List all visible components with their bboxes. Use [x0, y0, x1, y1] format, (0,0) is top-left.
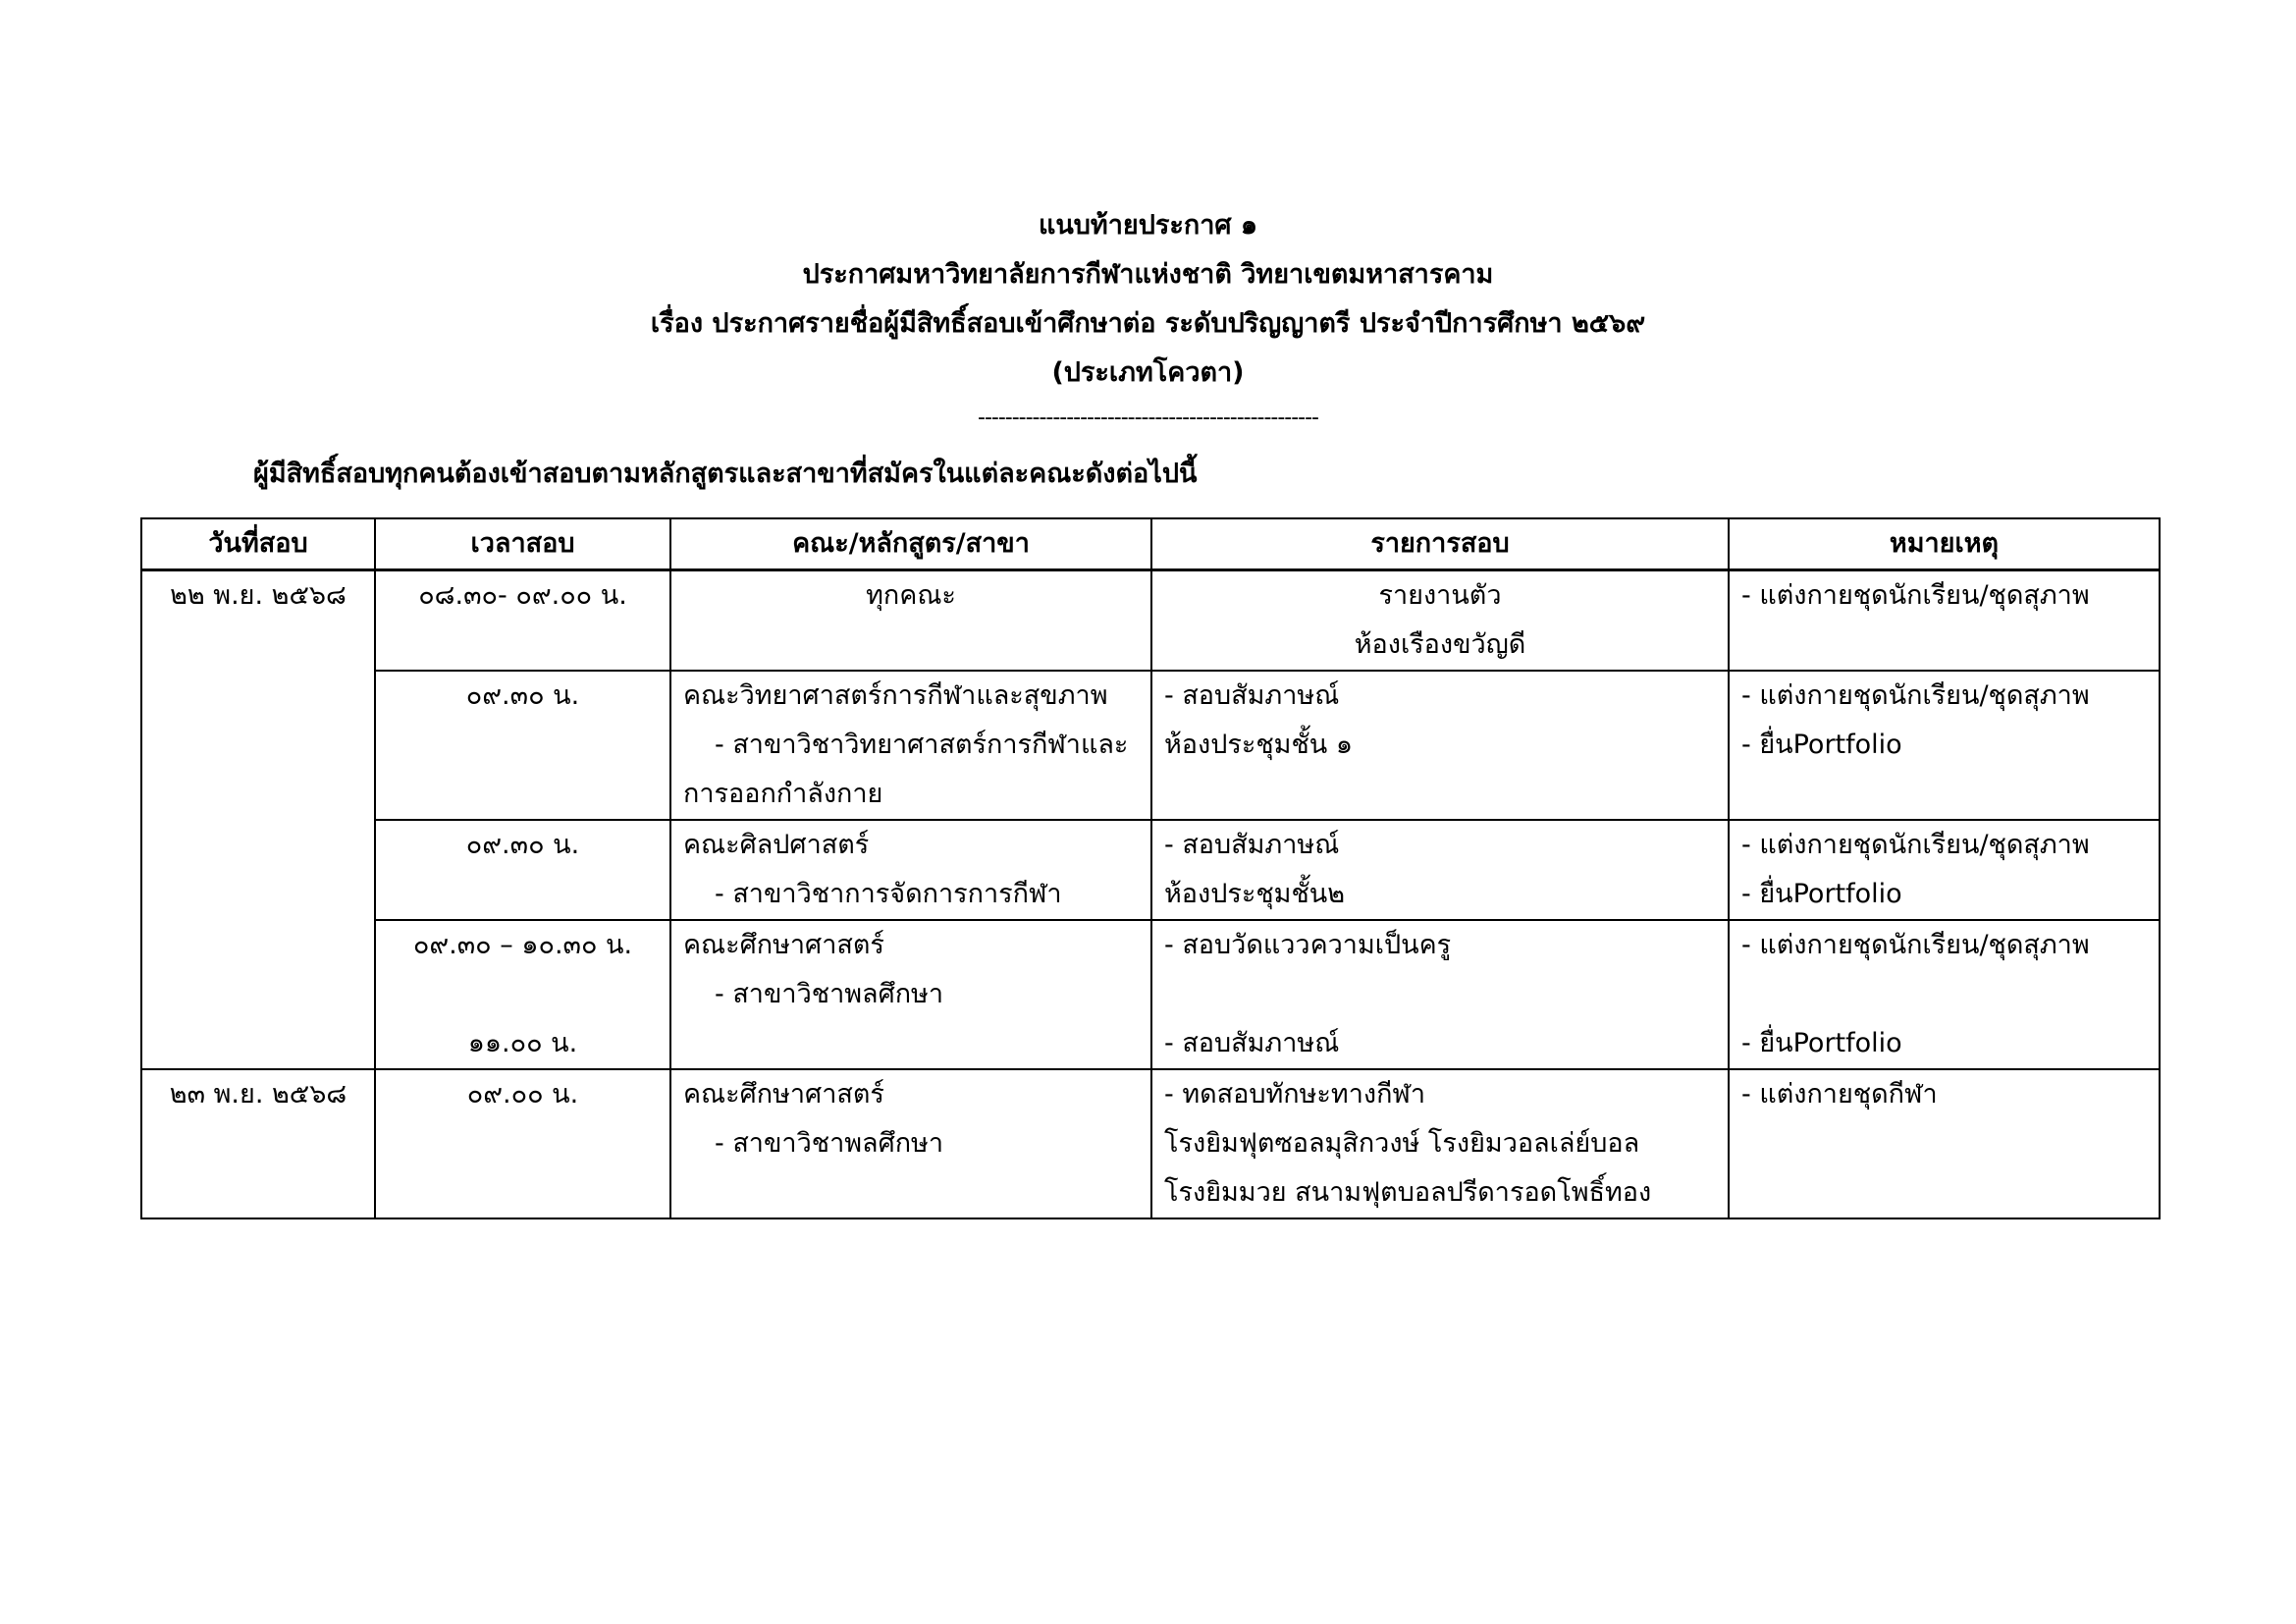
cell-remarks	[1729, 920, 2160, 1069]
exam-location: โรงยิมมวย สนามฟุตบอลปรีดารอดโพธิ์ทอง	[1164, 1177, 1652, 1208]
major-text: - สาขาวิชาวิทยาศาสตร์การกีฬาและ	[715, 730, 1129, 760]
cell-faculty	[670, 820, 1151, 920]
remark-text: - ยื่นPortfolio	[1741, 879, 1902, 909]
header-exam-time: เวลาสอบ	[375, 518, 670, 570]
cell-time	[375, 570, 670, 672]
cell-time	[375, 820, 670, 920]
major-text: - สาขาวิชาพลศึกษา	[715, 979, 944, 1009]
major-text: - สาขาวิชาการจัดการการกีฬา	[715, 879, 1062, 909]
cell-date	[141, 570, 375, 1070]
remark-text: - แต่งกายชุดนักเรียน/ชุดสุภาพ	[1741, 830, 2090, 860]
cell-exam	[1151, 820, 1729, 920]
header-exam-date: วันที่สอบ	[141, 518, 375, 570]
table-header-row	[141, 518, 2160, 570]
cell-exam	[1151, 920, 1729, 1069]
exam-location: โรงยิมฟุตซอลมุสิกวงษ์ โรงยิมวอลเล่ย์บอล	[1164, 1128, 1640, 1159]
exam-text: - สอบสัมภาษณ์	[1164, 830, 1340, 860]
time-text: ๐๙.๐๐ น.	[466, 1079, 579, 1110]
cell-date	[141, 1069, 375, 1218]
cell-exam	[1151, 1069, 1729, 1218]
cell-exam	[1151, 671, 1729, 820]
exam-schedule-table	[140, 517, 2161, 1219]
remark-text: - แต่งกายชุดนักเรียน/ชุดสุภาพ	[1741, 580, 2090, 611]
time-text: ๐๙.๓๐ – ๑๐.๓๐ น.	[412, 930, 633, 960]
header-line-4: (ประเภทโควตา)	[1051, 357, 1245, 388]
table-row	[141, 671, 2160, 820]
header-faculty: คณะ/หลักสูตร/สาขา	[670, 518, 1151, 570]
header-remarks: หมายเหตุ	[1729, 518, 2160, 570]
cell-time	[375, 920, 670, 1069]
time-text: ๑๑.๐๐ น.	[467, 1028, 578, 1058]
header-separator: --------------------------------------------------	[978, 406, 1318, 430]
cell-faculty	[670, 1069, 1151, 1218]
date-text: ๒๒ พ.ย. ๒๕๖๘	[170, 580, 347, 611]
faculty-text: คณะวิทยาศาสตร์การกีฬาและสุขภาพ	[683, 680, 1108, 711]
header-line-2: ประกาศมหาวิทยาลัยการกีฬาแห่งชาติ วิทยาเขตมหาสารคาม	[802, 259, 1494, 290]
cell-exam	[1151, 570, 1729, 672]
remark-text: - ยื่นPortfolio	[1741, 1028, 1902, 1058]
exam-text: - สอบวัดแววความเป็นครู	[1164, 930, 1452, 960]
faculty-text: ทุกคณะ	[866, 580, 956, 611]
cell-faculty	[670, 671, 1151, 820]
time-text: ๐๘.๓๐- ๐๙.๐๐ น.	[418, 580, 627, 611]
exam-location: ห้องประชุมชั้น ๑	[1164, 730, 1353, 760]
document-header	[0, 201, 2296, 433]
faculty-text: คณะศึกษาศาสตร์	[683, 930, 884, 960]
cell-remarks	[1729, 820, 2160, 920]
date-text: ๒๓ พ.ย. ๒๕๖๘	[169, 1079, 347, 1110]
remark-text: - ยื่นPortfolio	[1741, 730, 1902, 760]
major-text-cont: การออกกำลังกาย	[683, 779, 883, 809]
intro-text: ผู้มีสิทธิ์สอบทุกคนต้องเข้าสอบตามหลักสูตรและสาขาที่สมัครในแต่ละคณะดังต่อไปนี้	[253, 459, 1198, 489]
time-text: ๐๙.๓๐ น.	[465, 680, 580, 711]
exam-text: - สอบสัมภาษณ์	[1164, 1028, 1340, 1058]
spacer	[1164, 970, 1716, 1019]
exam-location: ห้องประชุมชั้น๒	[1164, 879, 1346, 909]
exam-location: ห้องเรืองขวัญดี	[1354, 629, 1526, 660]
exam-text: - สอบสัมภาษณ์	[1164, 680, 1340, 711]
cell-faculty	[670, 570, 1151, 672]
exam-text: - ทดสอบทักษะทางกีฬา	[1164, 1079, 1426, 1110]
faculty-text: คณะศึกษาศาสตร์	[683, 1079, 884, 1110]
cell-remarks	[1729, 1069, 2160, 1218]
table-row	[141, 920, 2160, 1069]
table-row	[141, 820, 2160, 920]
faculty-text: คณะศิลปศาสตร์	[683, 830, 870, 860]
table-row	[141, 1069, 2160, 1218]
major-text: - สาขาวิชาพลศึกษา	[715, 1128, 944, 1159]
cell-time	[375, 1069, 670, 1218]
time-text: ๐๙.๓๐ น.	[465, 830, 580, 860]
header-line-3: เรื่อง ประกาศรายชื่อผู้มีสิทธิ์สอบเข้าศึกษาต่อ ระดับปริญญาตรี ประจำปีการศึกษา ๒๕๖๙	[650, 308, 1646, 339]
header-line-1: แนบท้ายประกาศ ๑	[1038, 210, 1258, 241]
spacer	[1741, 970, 2147, 1019]
table-row	[141, 570, 2160, 672]
cell-remarks	[1729, 570, 2160, 672]
remark-text: - แต่งกายชุดนักเรียน/ชุดสุภาพ	[1741, 680, 2090, 711]
cell-faculty	[670, 920, 1151, 1069]
cell-time	[375, 671, 670, 820]
exam-text: รายงานตัว	[1378, 580, 1502, 611]
remark-text: - แต่งกายชุดกีฬา	[1741, 1079, 1938, 1110]
remark-text: - แต่งกายชุดนักเรียน/ชุดสุภาพ	[1741, 930, 2090, 960]
cell-remarks	[1729, 671, 2160, 820]
header-exam-items: รายการสอบ	[1151, 518, 1729, 570]
spacer	[388, 970, 658, 1019]
